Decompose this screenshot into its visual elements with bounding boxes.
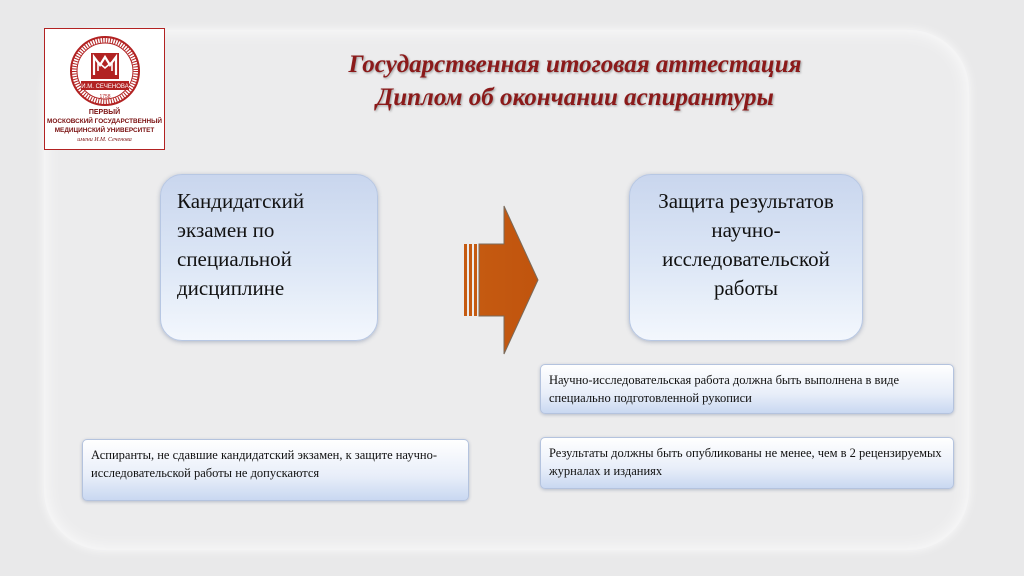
logo-line-2: МОСКОВСКИЙ ГОСУДАРСТВЕННЫЙ (47, 118, 162, 125)
slide-title (295, 48, 855, 114)
university-emblem-icon (69, 35, 141, 107)
right-arrow-icon (464, 204, 540, 356)
manuscript-note-text: Научно-исследовательская работа должна быть выполнена в виде специально подготовленной рукописи (549, 373, 900, 405)
emblem-ribbon-text: И.М. СЕЧЕНОВА (81, 84, 129, 90)
publications-note-text: Результаты должны быть опубликованы не менее, чем в 2 рецензируемых журналах и изданиях (549, 446, 942, 478)
emblem-year: 1758 (99, 94, 111, 100)
research-defense-box (629, 174, 863, 341)
admission-note (82, 439, 469, 501)
logo-line-4: имени И.М. Сеченова (77, 137, 132, 143)
candidate-exam-box (160, 174, 378, 341)
research-defense-text: Защита результатов научно-исследовательской работы (658, 189, 834, 300)
candidate-exam-text: Кандидатский экзамен по специальной дисциплине (177, 189, 305, 300)
publications-note (540, 437, 954, 489)
admission-note-text: Аспиранты, не сдавшие кандидатский экзамен, к защите научно-исследовательской работы не допускаются (91, 448, 437, 480)
title-line-2: Диплом об окончании аспирантуры (376, 84, 774, 111)
university-logo (44, 28, 165, 150)
logo-line-3: МЕДИЦИНСКИЙ УНИВЕРСИТЕТ (54, 127, 155, 134)
title-line-1: Государственная итоговая аттестация (348, 51, 802, 78)
logo-line-1: ПЕРВЫЙ (88, 109, 121, 116)
manuscript-note (540, 364, 954, 414)
